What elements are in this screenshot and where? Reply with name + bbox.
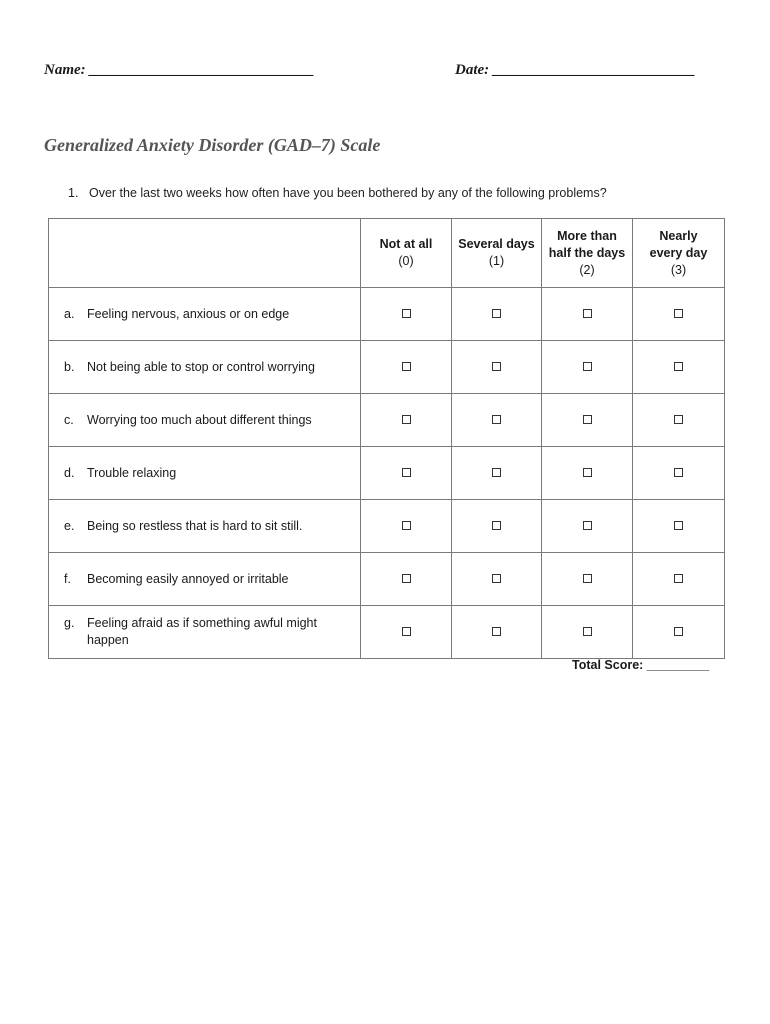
checkbox-nearly-every-day[interactable] xyxy=(674,468,683,477)
item-text: Worrying too much about different things xyxy=(87,412,312,427)
checkbox-more-than-half[interactable] xyxy=(583,468,592,477)
question-1 xyxy=(68,186,607,200)
checkbox-cell-more-than-half xyxy=(542,447,633,500)
checkbox-more-than-half[interactable] xyxy=(583,362,592,371)
item-text: Not being able to stop or control worrying xyxy=(87,359,315,374)
checkbox-cell-not-at-all xyxy=(361,500,452,553)
checkbox-more-than-half[interactable] xyxy=(583,521,592,530)
checkbox-more-than-half[interactable] xyxy=(583,574,592,583)
checkbox-not-at-all[interactable] xyxy=(402,309,411,318)
checkbox-not-at-all[interactable] xyxy=(402,521,411,530)
table-row xyxy=(49,394,725,447)
checkbox-cell-more-than-half xyxy=(542,500,633,553)
question-number: 1. xyxy=(68,186,79,200)
item-text: Feeling nervous, anxious or on edge xyxy=(87,306,290,321)
checkbox-nearly-every-day[interactable] xyxy=(674,574,683,583)
checkbox-nearly-every-day[interactable] xyxy=(674,362,683,371)
column-header-several-days: Several days (1) xyxy=(452,219,542,288)
checkbox-cell-not-at-all xyxy=(361,606,452,659)
item-cell xyxy=(49,606,361,659)
checkbox-not-at-all[interactable] xyxy=(402,415,411,424)
checkbox-cell-several-days xyxy=(452,288,542,341)
checkbox-cell-not-at-all xyxy=(361,341,452,394)
checkbox-cell-more-than-half xyxy=(542,606,633,659)
table-header-row xyxy=(49,219,725,288)
item-letter: g. xyxy=(64,616,75,630)
checkbox-not-at-all[interactable] xyxy=(402,627,411,636)
checkbox-more-than-half[interactable] xyxy=(583,627,592,636)
checkbox-several-days[interactable] xyxy=(492,362,501,371)
checkbox-cell-nearly-every-day xyxy=(633,447,725,500)
checkbox-cell-nearly-every-day xyxy=(633,288,725,341)
checkbox-cell-nearly-every-day xyxy=(633,341,725,394)
total-score-label[interactable]: Total Score: _________ xyxy=(572,658,710,672)
checkbox-several-days[interactable] xyxy=(492,521,501,530)
checkbox-several-days[interactable] xyxy=(492,627,501,636)
table-row xyxy=(49,606,725,659)
checkbox-cell-more-than-half xyxy=(542,341,633,394)
item-letter: f. xyxy=(64,571,71,586)
column-header-nearly-every-day: Nearly every day (3) xyxy=(633,219,725,288)
checkbox-cell-nearly-every-day xyxy=(633,500,725,553)
checkbox-cell-not-at-all xyxy=(361,394,452,447)
date-field-label[interactable]: Date: ___________________________ xyxy=(455,62,696,78)
checkbox-nearly-every-day[interactable] xyxy=(674,627,683,636)
page-title: Generalized Anxiety Disorder (GAD–7) Scale xyxy=(44,135,381,155)
item-cell xyxy=(49,394,361,447)
item-cell xyxy=(49,500,361,553)
checkbox-several-days[interactable] xyxy=(492,574,501,583)
checkbox-cell-several-days xyxy=(452,447,542,500)
checkbox-not-at-all[interactable] xyxy=(402,468,411,477)
item-text: Becoming easily annoyed or irritable xyxy=(87,571,289,586)
checkbox-more-than-half[interactable] xyxy=(583,415,592,424)
item-letter: c. xyxy=(64,412,74,427)
checkbox-cell-nearly-every-day xyxy=(633,394,725,447)
checkbox-cell-nearly-every-day xyxy=(633,606,725,659)
checkbox-nearly-every-day[interactable] xyxy=(674,415,683,424)
checkbox-cell-not-at-all xyxy=(361,553,452,606)
table-row xyxy=(49,447,725,500)
checkbox-more-than-half[interactable] xyxy=(583,309,592,318)
checkbox-cell-more-than-half xyxy=(542,553,633,606)
item-cell xyxy=(49,288,361,341)
table-row xyxy=(49,341,725,394)
item-cell xyxy=(49,553,361,606)
checkbox-cell-more-than-half xyxy=(542,288,633,341)
checkbox-not-at-all[interactable] xyxy=(402,574,411,583)
checkbox-nearly-every-day[interactable] xyxy=(674,309,683,318)
item-text: Feeling afraid as if something awful might happen xyxy=(87,616,317,647)
item-text: Trouble relaxing xyxy=(87,465,177,480)
item-letter: a. xyxy=(64,306,75,321)
checkbox-not-at-all[interactable] xyxy=(402,362,411,371)
item-letter: b. xyxy=(64,359,75,374)
checkbox-several-days[interactable] xyxy=(492,468,501,477)
checkbox-nearly-every-day[interactable] xyxy=(674,521,683,530)
checkbox-cell-several-days xyxy=(452,606,542,659)
table-row xyxy=(49,500,725,553)
item-letter: e. xyxy=(64,518,75,533)
checkbox-cell-several-days xyxy=(452,341,542,394)
column-header-not-at-all: Not at all (0) xyxy=(361,219,452,288)
checkbox-cell-not-at-all xyxy=(361,447,452,500)
table-row xyxy=(49,553,725,606)
checkbox-several-days[interactable] xyxy=(492,415,501,424)
name-field-label[interactable]: Name: ______________________________ xyxy=(44,62,315,78)
header-empty-cell xyxy=(49,219,361,288)
checkbox-cell-not-at-all xyxy=(361,288,452,341)
item-letter: d. xyxy=(64,465,75,480)
table-row xyxy=(49,288,725,341)
checkbox-cell-more-than-half xyxy=(542,394,633,447)
checkbox-cell-several-days xyxy=(452,553,542,606)
checkbox-cell-several-days xyxy=(452,394,542,447)
question-text: Over the last two weeks how often have you been bothered by any of the following problems? xyxy=(89,186,607,200)
item-text: Being so restless that is hard to sit still. xyxy=(87,518,303,533)
checkbox-cell-nearly-every-day xyxy=(633,553,725,606)
gad7-table xyxy=(48,218,725,659)
item-cell xyxy=(49,447,361,500)
column-header-more-than-half: More than half the days (2) xyxy=(542,219,633,288)
checkbox-several-days[interactable] xyxy=(492,309,501,318)
item-cell xyxy=(49,341,361,394)
checkbox-cell-several-days xyxy=(452,500,542,553)
